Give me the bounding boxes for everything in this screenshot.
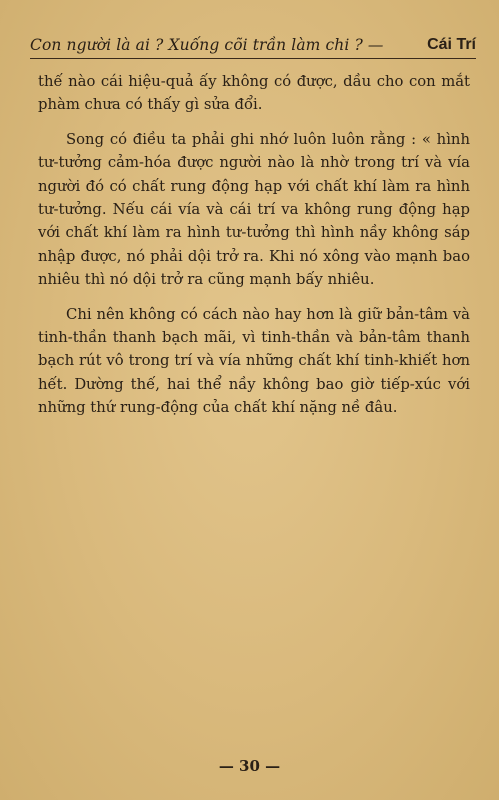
header-rule [30,58,476,59]
page-number: — 30 — [218,757,281,775]
running-header [30,30,476,54]
paragraph: Song có điều ta phải ghi nhớ luôn luôn rằng : « hình tư-tưởng cảm-hóa được người nào là nhờ trong trí và vía người đó có chất rung động hạp với chất khí làm ra hình tư-tưởng. Nếu cái vía và cái trí va không rung động hạp với chất khí làm ra hình tư-tưởng thì hình nầy không sáp nhập được, nó phải dội trở ra. Khi nó xông vào mạnh bao nhiêu thì nó dội trở ra cũng mạnh bấy nhiêu. [38,130,470,289]
body-text [38,70,470,420]
running-header-author: Cái Trí [427,36,476,53]
paragraph: Chi nên không có cách nào hay hơn là giữ bản-tâm và tinh-thần thanh bạch mãi, vì tinh-thần và bản-tâm thanh bạch rút vô trong trí và vía những chất khí tinh-khiết hơn hết. Dường thế, hai thể nầy không bao giờ tiếp-xúc với những thứ rung-động của chất khí nặng nề đâu. [38,305,470,417]
paragraph-continued: thế nào cái hiệu-quả ấy không có được, dầu cho con mắt phàm chưa có thấy gì sửa đổi. [38,73,470,114]
running-header-title: Con người là ai ? Xuống cõi trần làm chi ? — [30,36,384,54]
